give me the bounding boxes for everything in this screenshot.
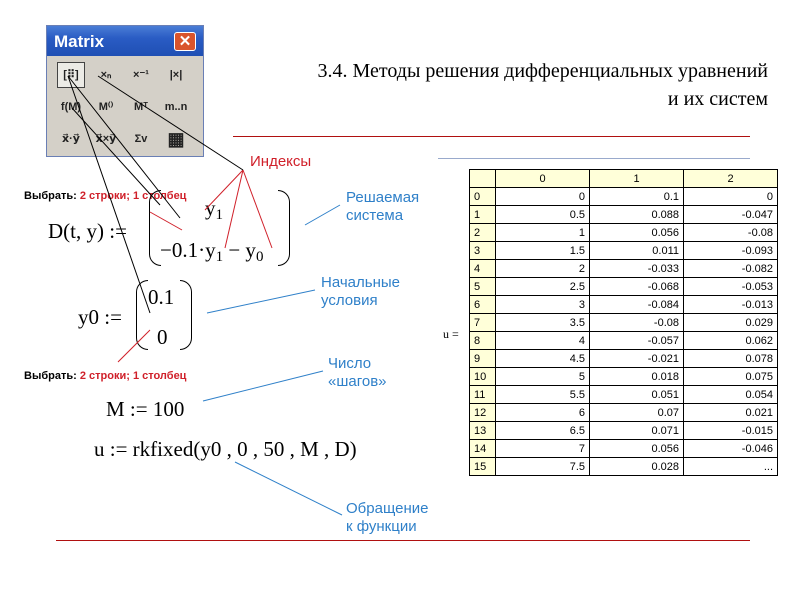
row-index: 12 <box>470 404 496 422</box>
table-cell[interactable]: 5.5 <box>496 386 590 404</box>
rkfixed-call[interactable]: u := rkfixed(y0 , 0 , 50 , M , D) <box>94 437 357 461</box>
index-line-3 <box>243 170 272 248</box>
toolbar-line-3 <box>98 76 243 170</box>
row-index: 7 <box>470 314 496 332</box>
column-header: 2 <box>684 170 778 188</box>
row-index: 9 <box>470 350 496 368</box>
table-cell[interactable]: 0.071 <box>590 422 684 440</box>
d-row2-sub1: 1 <box>215 249 224 265</box>
table-row <box>470 314 778 332</box>
toolbar-line-1 <box>68 76 180 218</box>
table-cell[interactable]: 0.029 <box>684 314 778 332</box>
table-cell[interactable]: 3 <box>496 296 590 314</box>
table-cell[interactable]: -0.046 <box>684 440 778 458</box>
vectorize-icon[interactable]: f(M) <box>60 101 82 113</box>
table-cell[interactable]: -0.015 <box>684 422 778 440</box>
row-index: 0 <box>470 188 496 206</box>
table-row <box>470 242 778 260</box>
row-index: 4 <box>470 260 496 278</box>
call-pointer <box>235 462 342 515</box>
table-cell[interactable]: 0.078 <box>684 350 778 368</box>
table-row <box>470 188 778 206</box>
toolbar-line-2 <box>68 76 150 313</box>
table-row <box>470 458 778 476</box>
choose-hint-1-highlight: 2 строки; 1 столбец <box>79 190 187 202</box>
index-line-1 <box>205 170 243 210</box>
d-row1-sub: 1 <box>215 207 223 223</box>
row-index: 14 <box>470 440 496 458</box>
table-cell[interactable]: -0.047 <box>684 206 778 224</box>
table-cell[interactable]: 1.5 <box>496 242 590 260</box>
steps-pointer <box>203 371 323 401</box>
column-header: 0 <box>496 170 590 188</box>
column-icon[interactable]: M⁽⁾ <box>98 101 114 113</box>
table-cell[interactable]: 4.5 <box>496 350 590 368</box>
table-cell[interactable]: 0 <box>496 188 590 206</box>
table-cell[interactable]: 0.054 <box>684 386 778 404</box>
choose-line-2 <box>118 330 150 362</box>
table-cell[interactable]: 0.028 <box>590 458 684 476</box>
row-index: 6 <box>470 296 496 314</box>
picture-icon[interactable]: ▦ <box>167 129 185 149</box>
row-index: 15 <box>470 458 496 476</box>
close-icon[interactable]: ✕ <box>174 32 196 51</box>
row-index: 2 <box>470 224 496 242</box>
row-index: 3 <box>470 242 496 260</box>
d-row1-var: y <box>205 196 216 220</box>
determinant-icon[interactable]: |×| <box>169 69 183 81</box>
table-cell[interactable]: -0.057 <box>590 332 684 350</box>
toolbar-line-4 <box>72 108 160 205</box>
table-cell[interactable]: 0.056 <box>590 224 684 242</box>
indexes-label: Индексы <box>250 153 312 170</box>
table-row <box>470 224 778 242</box>
table-cell[interactable]: -0.084 <box>590 296 684 314</box>
result-label: u = <box>443 327 459 341</box>
table-cell[interactable]: 0.07 <box>590 404 684 422</box>
d-row2-sub2: 0 <box>255 249 264 265</box>
y0-row2[interactable]: 0 <box>157 325 168 349</box>
vector-sum-icon[interactable]: Σv <box>134 133 148 145</box>
call-label-line2: к функции <box>346 518 417 535</box>
table-cell[interactable]: ... <box>684 458 778 476</box>
table-cell[interactable]: -0.082 <box>684 260 778 278</box>
table-cell[interactable]: 1 <box>496 224 590 242</box>
table-cell[interactable]: 0.075 <box>684 368 778 386</box>
table-cell[interactable]: 6.5 <box>496 422 590 440</box>
table-cell[interactable]: 2.5 <box>496 278 590 296</box>
system-pointer <box>305 205 340 225</box>
table-cell[interactable]: 0 <box>684 188 778 206</box>
table-cell[interactable]: -0.068 <box>590 278 684 296</box>
table-cell[interactable]: 0.021 <box>684 404 778 422</box>
table-cell[interactable]: 0.056 <box>590 440 684 458</box>
result-table <box>469 169 778 476</box>
table-row <box>470 260 778 278</box>
choose-hint-2-prefix: Выбрать: <box>24 370 80 382</box>
initial-pointer <box>207 290 315 313</box>
range-variable-icon[interactable]: m..n <box>164 101 188 113</box>
page-title-line2: и их систем <box>667 88 768 110</box>
row-index: 11 <box>470 386 496 404</box>
table-cell[interactable]: -0.08 <box>590 314 684 332</box>
dot-product-icon[interactable]: x⃗·y⃗ <box>62 133 80 145</box>
choose-hint-2-highlight: 2 строки; 1 столбец <box>79 370 187 382</box>
table-row <box>470 440 778 458</box>
initial-label-line2: условия <box>321 292 378 309</box>
y0-definition-lhs[interactable]: y0 := <box>78 305 122 329</box>
d-row2-term2: − y <box>223 238 256 262</box>
table-row <box>470 332 778 350</box>
table-cell[interactable]: 0.5 <box>496 206 590 224</box>
table-cell[interactable]: -0.053 <box>684 278 778 296</box>
table-row <box>470 278 778 296</box>
table-cell[interactable]: -0.021 <box>590 350 684 368</box>
row-index: 1 <box>470 206 496 224</box>
y0-row1[interactable]: 0.1 <box>148 285 175 309</box>
table-cell[interactable]: 7.5 <box>496 458 590 476</box>
table-row <box>470 296 778 314</box>
steps-label-line1: Число <box>328 355 372 372</box>
table-corner <box>470 170 496 188</box>
table-cell[interactable]: 7 <box>496 440 590 458</box>
choose-hint-1-prefix: Выбрать: <box>24 190 80 202</box>
system-label-line1: Решаемая <box>346 189 420 206</box>
window-title: Matrix <box>54 32 105 51</box>
m-definition[interactable]: M := 100 <box>106 397 185 421</box>
table-cell[interactable]: 3.5 <box>496 314 590 332</box>
index-line-2 <box>225 170 243 248</box>
cross-product-icon[interactable]: x⃗×y⃗ <box>95 133 117 145</box>
table-row <box>470 404 778 422</box>
table-cell[interactable]: 0.1 <box>590 188 684 206</box>
inverse-icon[interactable]: ×⁻¹ <box>133 69 149 81</box>
subscript-icon[interactable]: ×ₙ <box>100 69 112 81</box>
call-label-line1: Обращение <box>346 500 429 517</box>
page-title-line1: 3.4. Методы решения дифференциальных уравнений <box>317 60 768 82</box>
table-cell[interactable]: -0.093 <box>684 242 778 260</box>
d-row2-term1: −0.1·y <box>160 238 216 262</box>
row-index: 13 <box>470 422 496 440</box>
table-row <box>470 386 778 404</box>
table-row <box>470 422 778 440</box>
table-cell[interactable]: 0.011 <box>590 242 684 260</box>
column-header: 1 <box>590 170 684 188</box>
row-index: 8 <box>470 332 496 350</box>
table-cell[interactable]: 2 <box>496 260 590 278</box>
table-cell[interactable]: -0.08 <box>684 224 778 242</box>
table-cell[interactable]: 5 <box>496 368 590 386</box>
system-label-line2: система <box>346 207 404 224</box>
table-cell[interactable]: 4 <box>496 332 590 350</box>
table-cell[interactable]: 0.088 <box>590 206 684 224</box>
transpose-icon[interactable]: Mᵀ <box>134 101 148 113</box>
table-row <box>470 350 778 368</box>
row-index: 5 <box>470 278 496 296</box>
table-cell[interactable]: 0.018 <box>590 368 684 386</box>
row-index: 10 <box>470 368 496 386</box>
d-definition-lhs[interactable]: D(t, y) := <box>48 219 127 243</box>
table-cell[interactable]: 0.051 <box>590 386 684 404</box>
table-cell[interactable]: -0.033 <box>590 260 684 278</box>
table-cell[interactable]: 0.062 <box>684 332 778 350</box>
table-cell[interactable]: 6 <box>496 404 590 422</box>
table-row <box>470 368 778 386</box>
steps-label-line2: «шагов» <box>328 373 387 390</box>
table-row <box>470 206 778 224</box>
initial-label-line1: Начальные <box>321 274 400 291</box>
table-cell[interactable]: -0.013 <box>684 296 778 314</box>
matrix-insert-icon[interactable]: [⠿] <box>57 62 85 88</box>
table-header-row <box>470 170 778 188</box>
